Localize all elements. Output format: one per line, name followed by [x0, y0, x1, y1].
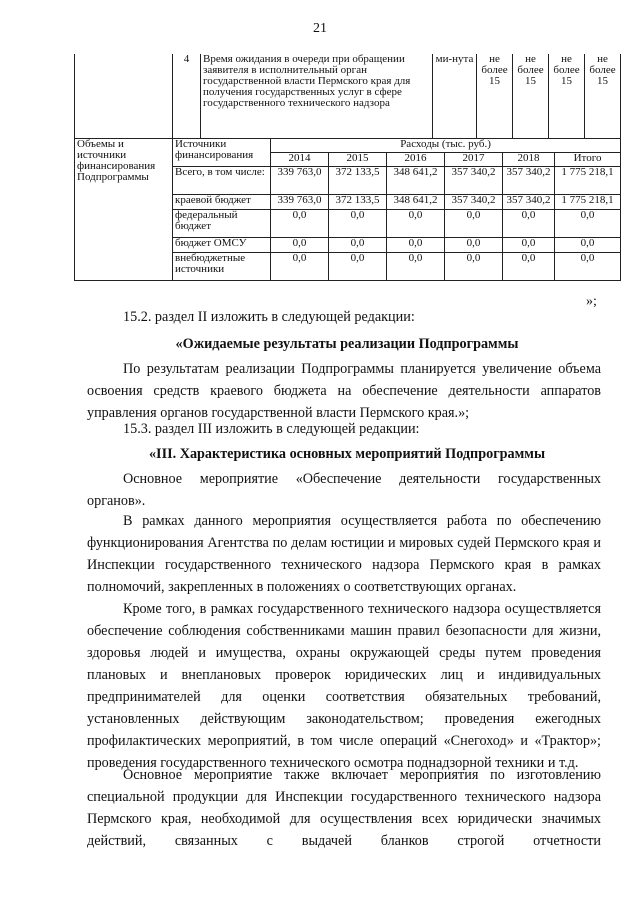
page-number: 21	[313, 21, 327, 36]
amount-cell: 0,0	[503, 210, 555, 238]
amount-cell: 1 775 218,1	[555, 195, 621, 210]
table-row-wait-time	[75, 54, 621, 138]
amount-cell: 357 340,2	[503, 195, 555, 210]
amount-cell: 357 340,2	[445, 195, 503, 210]
year-header: 2018	[503, 153, 555, 167]
paragraph-15-3: 15.3. раздел III изложить в следующей редакции:	[123, 421, 420, 437]
amount-cell: 357 340,2	[503, 167, 555, 195]
amount-cell: 339 763,0	[271, 195, 329, 210]
amount-cell: 357 340,2	[445, 167, 503, 195]
paragraph-main-2: В рамках данного мероприятия осуществляется работа по обеспечению функционирования Агентства по делам юстиции и мировых судей Пермского края и Инспекции государственного технического надзора Пермского края в рамках полномочий, закрепленных в положениях о соответствующих органах.	[87, 513, 601, 595]
financing-sources-table	[74, 138, 621, 281]
amount-cell: 0,0	[445, 253, 503, 281]
heading-section-3: «III. Характеристика основных мероприятий Подпрограммы	[148, 446, 546, 462]
paragraph-main-4: Основное мероприятие также включает мероприятия по изготовлению специальной продукции для Инспекции государственного технического надзора Пермского края, необходимой для осуществления всех юридически значимых действий, связанных с выдачей бланков строгой отчетности	[87, 767, 601, 849]
section-label: Объемы и источники финансирования Подпрограммы	[75, 139, 173, 281]
paragraph-main-1: Основное мероприятие «Обеспечение деятельности государственных органов».	[87, 471, 601, 509]
financing-table	[74, 54, 621, 139]
year-header: 2015	[329, 153, 387, 167]
value-cell: не более 15	[513, 54, 549, 138]
value-cell: не более 15	[477, 54, 513, 138]
value-cell: не более 15	[585, 54, 621, 138]
amount-cell: 0,0	[445, 238, 503, 253]
amount-cell: 0,0	[387, 253, 445, 281]
amount-cell: 0,0	[555, 210, 621, 238]
paragraph-results: По результатам реализации Подпрограммы планируется увеличение объема освоения средств краевого бюджета на обеспечение деятельности аппаратов управления органов государственной власти Пермского края.»;	[87, 361, 601, 421]
amount-cell: 339 763,0	[271, 167, 329, 195]
source-label: внебюджетные источники	[173, 253, 271, 281]
paragraph-main-3: Кроме того, в рамках государственного технического надзора осуществляется обеспечение соблюдения собственниками машин правил безопасности для жизни, здоровья людей и имущества, охраны окружающей среды путем проведения плановых и внеплановых проверок юридических лиц и индивидуальных предпринимателей для оценки соответствия обязательных требований, установленных действующим законодательством; проведения ежегодных профилактических мероприятий, в том числе операций «Снегоход» и «Трактор»; проведения государственного технического осмотра поднадзорной техники и т.д.	[87, 601, 601, 771]
row-number: 4	[173, 54, 201, 138]
amount-cell: 0,0	[329, 253, 387, 281]
source-label: Всего, в том числе:	[173, 167, 271, 195]
year-header: 2016	[387, 153, 445, 167]
amount-cell: 348 641,2	[387, 167, 445, 195]
sources-header: Источники финансирования	[173, 139, 271, 167]
paragraph-15-2: 15.2. раздел II изложить в следующей редакции:	[123, 309, 415, 325]
closing-mark: »;	[586, 294, 597, 309]
amount-cell: 0,0	[555, 238, 621, 253]
amount-cell: 348 641,2	[387, 195, 445, 210]
heading-section-2: «Ожидаемые результаты реализации Подпрограммы	[175, 336, 519, 352]
amount-cell: 0,0	[271, 253, 329, 281]
amount-cell: 0,0	[503, 238, 555, 253]
amount-cell: 0,0	[555, 253, 621, 281]
source-label: федеральный бюджет	[173, 210, 271, 238]
amount-cell: 0,0	[271, 238, 329, 253]
unit-cell: ми-нута	[433, 54, 477, 138]
year-header: 2017	[445, 153, 503, 167]
source-label: бюджет ОМСУ	[173, 238, 271, 253]
amount-cell: 372 133,5	[329, 195, 387, 210]
amount-cell: 0,0	[445, 210, 503, 238]
expenses-header: Расходы (тыс. руб.)	[271, 139, 621, 153]
amount-cell: 0,0	[503, 253, 555, 281]
amount-cell: 372 133,5	[329, 167, 387, 195]
indicator-text: Время ожидания в очереди при обращении заявителя в исполнительный орган государственной власти Пермского края для получения государственных услуг в сфере государственного технического надзора	[201, 54, 433, 138]
amount-cell: 0,0	[329, 210, 387, 238]
total-header: Итого	[555, 153, 621, 167]
year-header: 2014	[271, 153, 329, 167]
amount-cell: 0,0	[387, 210, 445, 238]
source-label: краевой бюджет	[173, 195, 271, 210]
amount-cell: 1 775 218,1	[555, 167, 621, 195]
amount-cell: 0,0	[271, 210, 329, 238]
value-cell: не более 15	[549, 54, 585, 138]
amount-cell: 0,0	[387, 238, 445, 253]
amount-cell: 0,0	[329, 238, 387, 253]
